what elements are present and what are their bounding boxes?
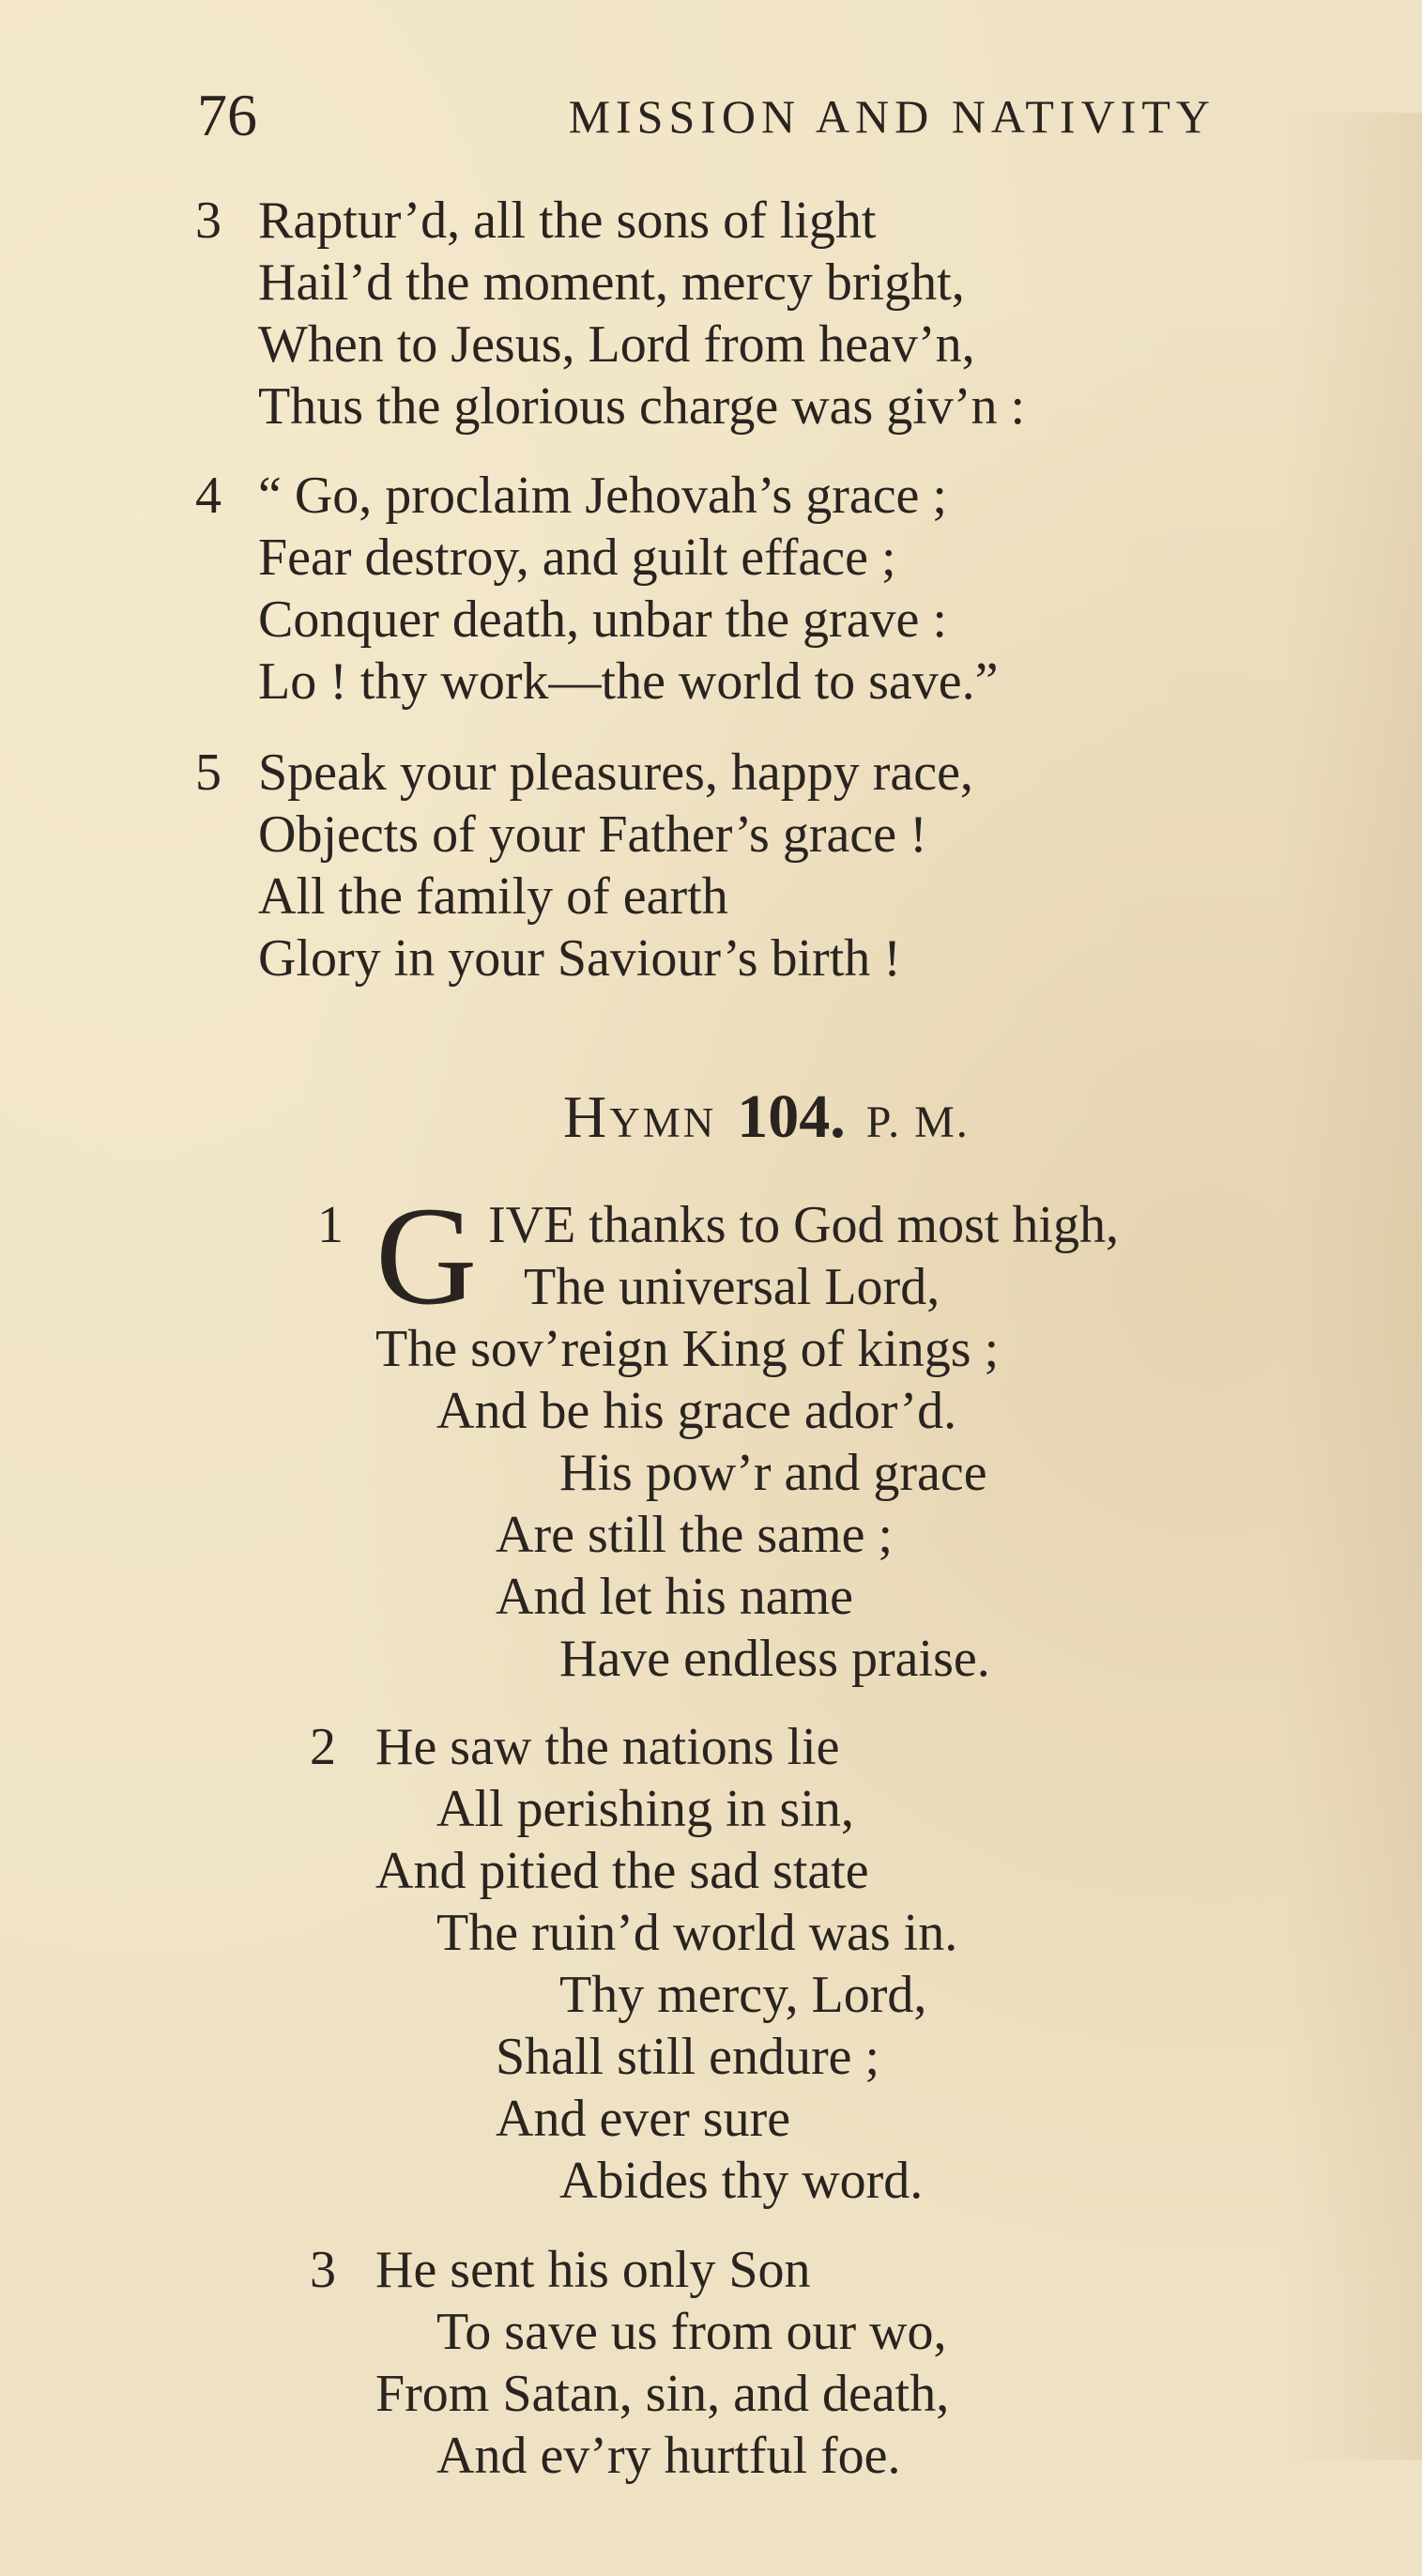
- running-head: MISSION AND NATIVITY: [568, 90, 1216, 143]
- hymn-title-word: Hymn: [563, 1083, 717, 1150]
- verse-line: And ever sure: [496, 2090, 791, 2148]
- verse-line: Lo ! thy work—the world to save.”: [258, 652, 999, 711]
- verse-line: “ Go, proclaim Jehovah’s grace ;: [258, 467, 947, 525]
- verse-line: He saw the nations lie: [375, 1718, 840, 1776]
- stanza-number: 2: [310, 1718, 336, 1776]
- stanza-number: 3: [195, 192, 222, 250]
- verse-line: Glory in your Saviour’s birth !: [258, 929, 901, 988]
- verse-line: He sent his only Son: [375, 2241, 811, 2299]
- verse-line: The ruin’d world was in.: [436, 1904, 958, 1962]
- verse-line: From Satan, sin, and death,: [375, 2365, 950, 2423]
- page-number: 76: [197, 82, 257, 148]
- verse-line: Conquer death, unbar the grave :: [258, 590, 947, 649]
- hymn-meter: P. M.: [865, 1097, 970, 1147]
- verse-line: Thus the glorious charge was giv’n :: [258, 377, 1026, 436]
- stanza-number: 4: [195, 467, 222, 525]
- verse-line: And let his name: [496, 1568, 854, 1626]
- verse-line: Are still the same ;: [496, 1506, 894, 1564]
- verse-line: And pitied the sad state: [375, 1842, 869, 1900]
- verse-line: Have endless praise.: [559, 1630, 990, 1688]
- drop-cap: G: [375, 1178, 478, 1334]
- verse-line: Objects of your Father’s grace !: [258, 805, 927, 864]
- verse-line: Thy mercy, Lord,: [559, 1966, 927, 2024]
- verse-line: Raptur’d, all the sons of light: [258, 192, 877, 250]
- verse-line: To save us from our wo,: [436, 2303, 947, 2361]
- verse-line: And ev’ry hurtful foe.: [436, 2427, 901, 2485]
- hymn-title: [563, 1080, 970, 1160]
- stanza-number: 1: [317, 1196, 344, 1254]
- verse-line: And be his grace ador’d.: [436, 1382, 957, 1440]
- verse-line: The sov’reign King of kings ;: [375, 1320, 1000, 1378]
- verse-line: All the family of earth: [258, 867, 728, 926]
- hymn-number: 104.: [737, 1082, 846, 1151]
- stanza-number: 3: [310, 2241, 336, 2299]
- verse-line: Abides thy word.: [559, 2152, 924, 2210]
- page-header: [197, 83, 1216, 148]
- stanza-number: 5: [195, 744, 222, 802]
- verse-line: Speak your pleasures, happy race,: [258, 744, 973, 802]
- verse-line: When to Jesus, Lord from heav’n,: [258, 315, 975, 374]
- verse-line: The universal Lord,: [524, 1258, 940, 1316]
- verse-line: Hail’d the moment, mercy bright,: [258, 253, 965, 312]
- page-edge-shadow: [1281, 113, 1422, 2460]
- verse-line: Fear destroy, and guilt efface ;: [258, 529, 896, 587]
- verse-line: His pow’r and grace: [559, 1444, 987, 1502]
- verse-line: All perishing in sin,: [436, 1780, 854, 1838]
- verse-line: Shall still endure ;: [496, 2028, 880, 2086]
- verse-line: IVE thanks to God most high,: [488, 1196, 1119, 1254]
